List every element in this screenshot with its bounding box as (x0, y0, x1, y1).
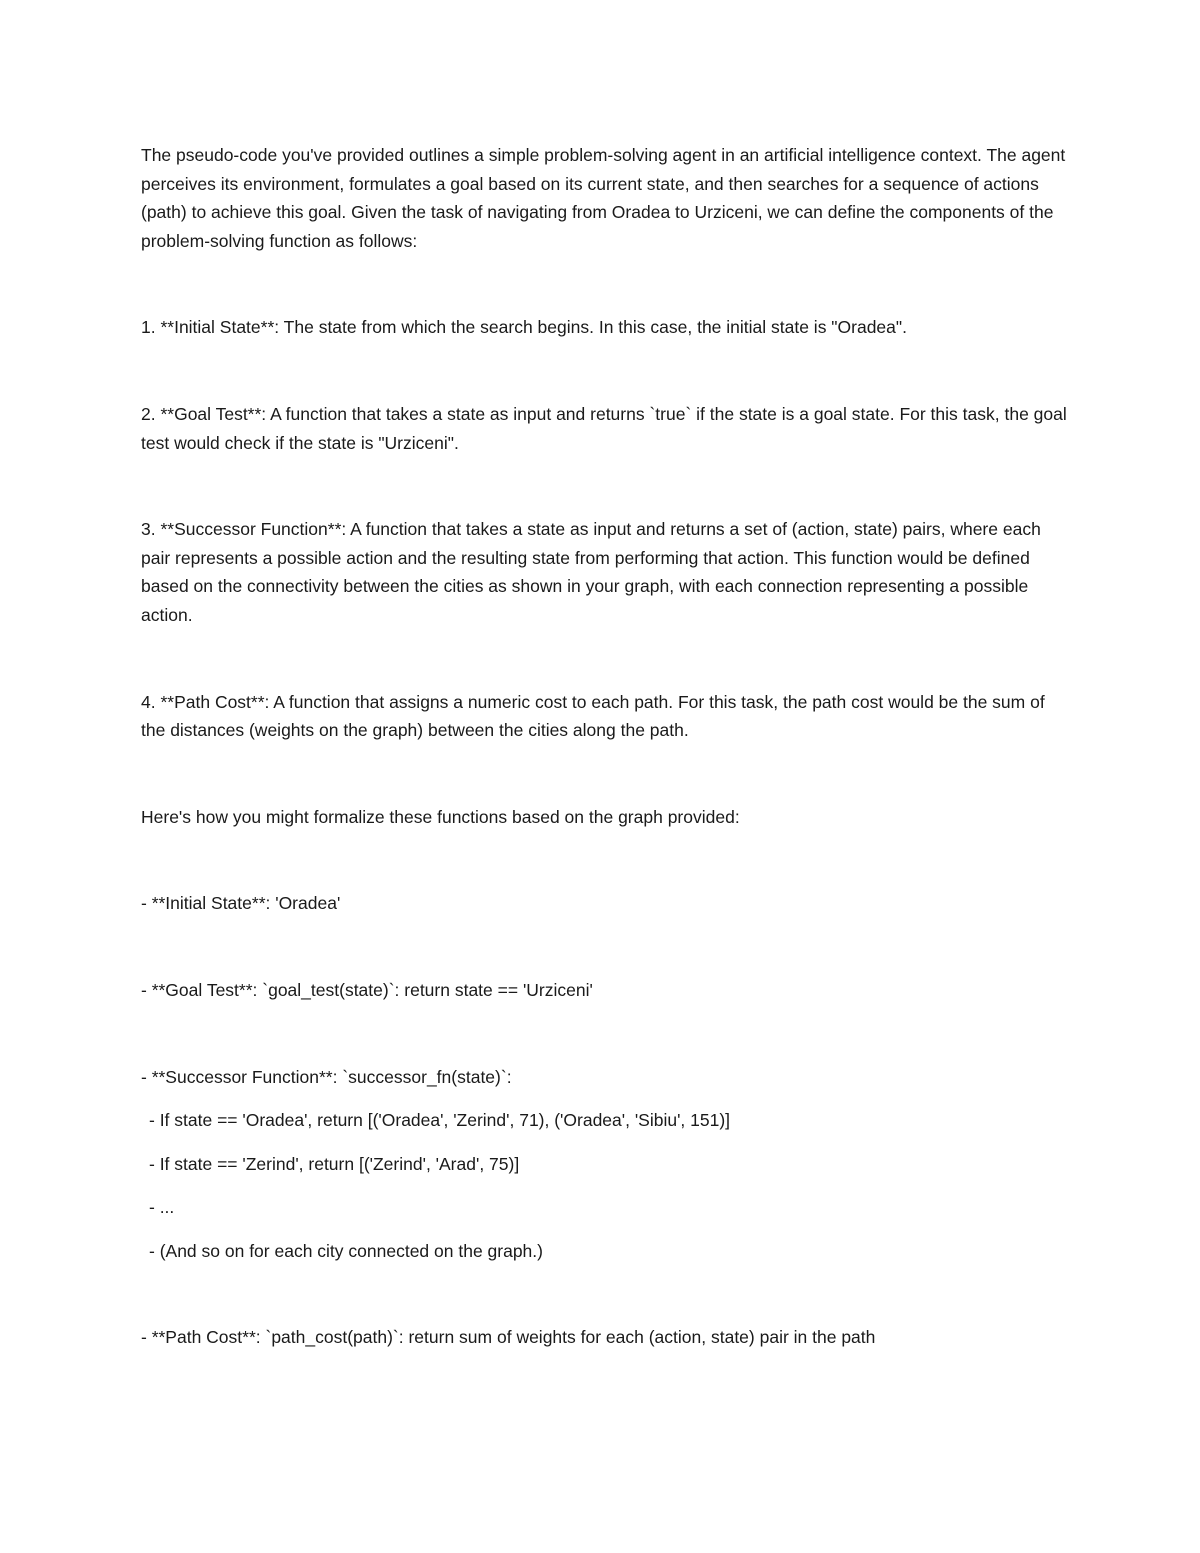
intro-paragraph: The pseudo-code you've provided outlines a simple problem-solving agent in an artificial intelligence context. The agent perceives its environment, formulates a goal based on its current state, and then searches for a sequence of actions (path) to achieve this goal. Given the task of navigating from Oradea to Urziceni, we can define the components of the problem-solving function as follows: (141, 145, 1066, 251)
successor-line-and-so-on: - (And so on for each city connected on the graph.) (149, 1240, 543, 1261)
successor-line-zerind: - If state == 'Zerind', return [('Zerind', 'Arad', 75)] (149, 1153, 520, 1174)
list-item-goal-test: 2. **Goal Test**: A function that takes a state as input and returns `true` if the state is a goal state. For this task, the goal test would check if the state is "Urziceni". (141, 403, 1067, 453)
def-successor-function: - **Successor Function**: `successor_fn(state)`: (141, 1066, 512, 1087)
formalize-paragraph: Here's how you might formalize these functions based on the graph provided: (141, 806, 740, 827)
def-goal-test: - **Goal Test**: `goal_test(state)`: return state == 'Urziceni' (141, 979, 593, 1000)
successor-line-oradea: - If state == 'Oradea', return [('Oradea', 'Zerind', 71), ('Oradea', 'Sibiu', 151)] (149, 1110, 731, 1131)
list-item-path-cost: 4. **Path Cost**: A function that assigns a numeric cost to each path. For this task, the path cost would be the sum of the distances (weights on the graph) between the cities along the path. (141, 691, 1045, 741)
def-path-cost: - **Path Cost**: `path_cost(path)`: return sum of weights for each (action, state) pair in the path (141, 1327, 876, 1348)
list-item-initial-state: 1. **Initial State**: The state from which the search begins. In this case, the initial state is "Oradea". (141, 317, 907, 338)
list-item-successor-function: 3. **Successor Function**: A function that takes a state as input and returns a set of (action, state) pairs, where each pair represents a possible action and the resulting state from performing that action. This function would be defined based on the connectivity between the cities as shown in your graph, with each connection representing a possible action. (141, 519, 1041, 625)
document-body (141, 141, 1071, 1410)
successor-line-ellipsis: - ... (149, 1197, 175, 1218)
def-initial-state: - **Initial State**: 'Oradea' (141, 893, 341, 914)
